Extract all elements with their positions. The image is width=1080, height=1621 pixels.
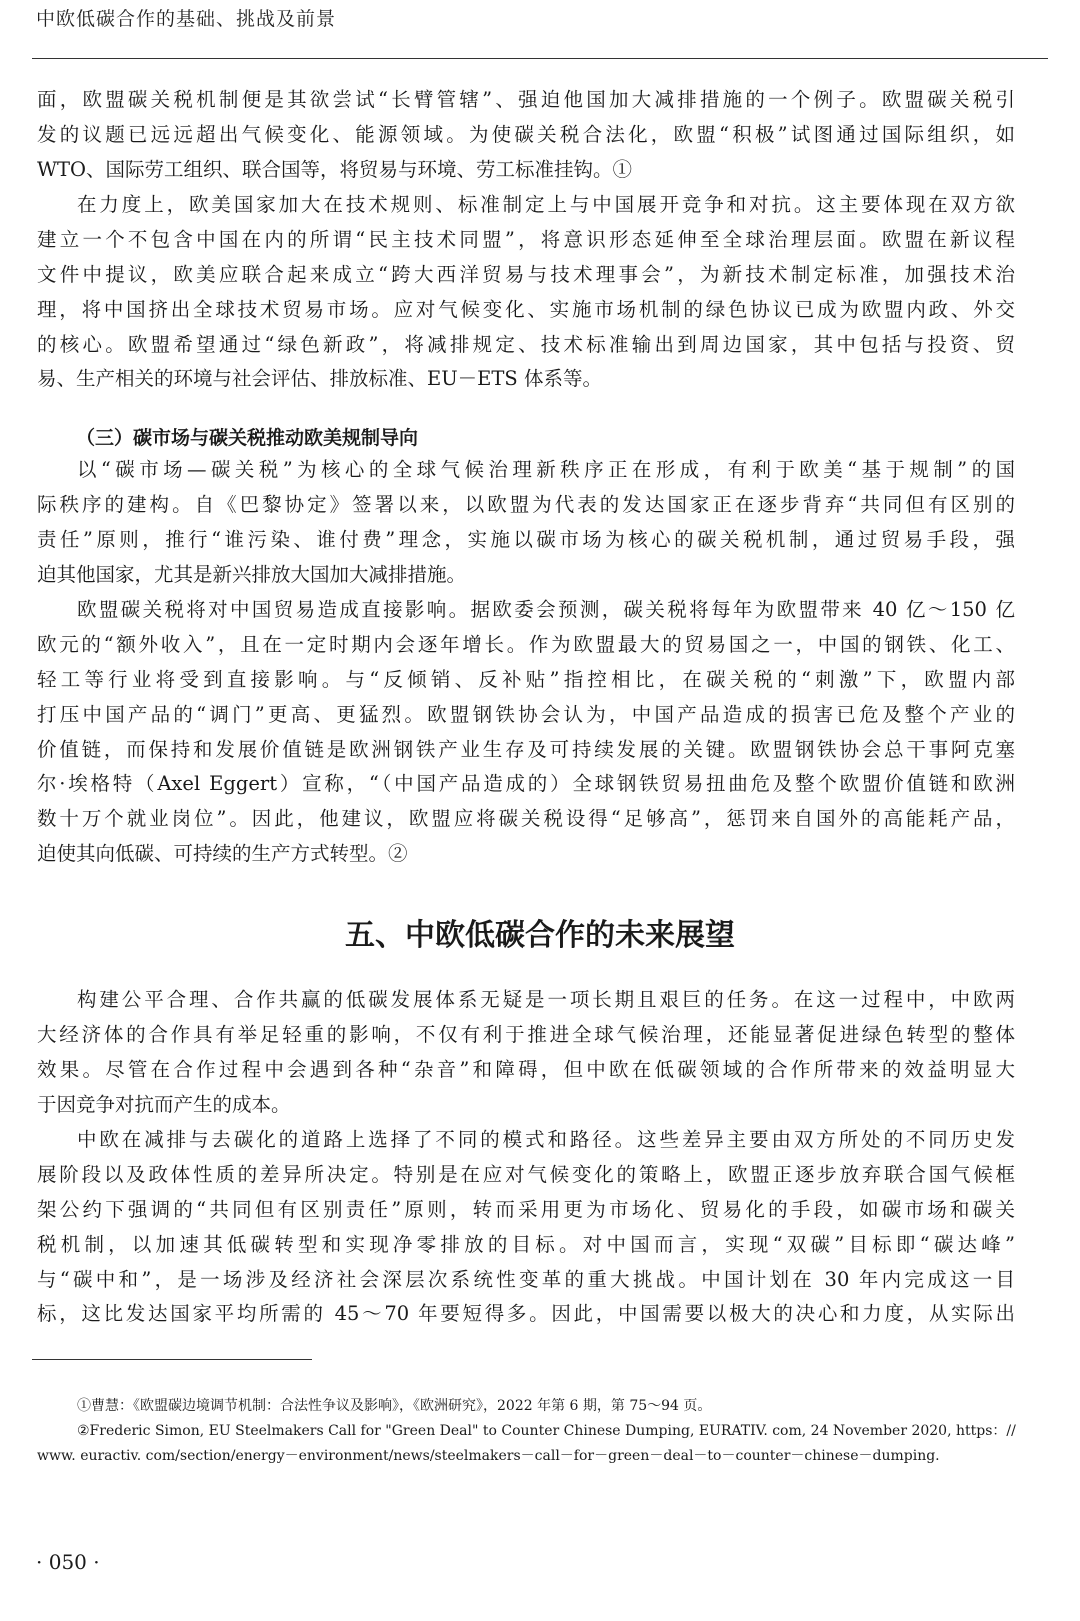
section-title: 五、中欧低碳合作的未来展望: [345, 918, 735, 953]
footnote-line: www. euractiv. com/section/energy－environment/news/steelmakers－call－for－green－deal－to－counter－chinese－dumping.: [37, 1448, 940, 1464]
text-line: 价值链，而保持和发展价值链是欧洲钢铁产业生存及可持续发展的关键。欧盟钢铁协会总干事阿克塞: [37, 737, 1015, 761]
text-line: 欧元的“额外收入”，且在一定时期内会逐年增长。作为欧盟最大的贸易国之一，中国的钢铁、化工、: [37, 632, 1015, 656]
text-line: 数十万个就业岗位”。因此，他建议，欧盟应将碳关税设得“足够高”，惩罚来自国外的高能耗产品，: [37, 807, 1015, 831]
text-line: 际秩序的建构。自《巴黎协定》签署以来，以欧盟为代表的发达国家正在逐步背弃“共同但有区别的: [37, 492, 1015, 516]
page-number: · 050 ·: [36, 1550, 100, 1574]
footnote-line: ①曹慧：《欧盟碳边境调节机制：合法性争议及影响》，《欧洲研究》，2022 年第 6 期，第 75～94 页。: [77, 1398, 712, 1414]
paragraph: [37, 453, 1015, 593]
header-rule: [32, 58, 1048, 59]
footnotes: [37, 1394, 1015, 1469]
text-line: 面，欧盟碳关税机制便是其欲尝试“长臂管辖”、强迫他国加大减排措施的一个例子。欧盟碳关税引: [37, 88, 1015, 111]
paragraph: [37, 593, 1015, 872]
text-line: 文件中提议，欧美应联合起来成立“跨大西洋贸易与技术理事会”，为新技术制定标准，加强技术治: [37, 262, 1015, 286]
text-line: 展阶段以及政体性质的差异所决定。特别是在应对气候变化的策略上，欧盟正逐步放弃联合国气候框: [37, 1162, 1015, 1186]
footnote-line: ②Frederic Simon, EU Steelmakers Call for "Green Deal" to Counter Chinese Dumping, EURATIV. com, 24 November 2020, https：//: [77, 1423, 1016, 1439]
text-line: 标，这比发达国家平均所需的 45～70 年要短得多。因此，中国需要以极大的决心和力度，从实际出: [37, 1302, 1015, 1326]
subsection-heading: （三）碳市场与碳关税推动欧美规制导向: [76, 427, 419, 449]
text-line: 易、生产相关的环境与社会评估、排放标准、EU－ETS 体系等。: [37, 367, 602, 391]
text-line: 理，将中国挤出全球技术贸易市场。应对气候变化、实施市场机制的绿色协议已成为欧盟内政、外交: [37, 297, 1015, 321]
text-line: 的核心。欧盟希望通过“绿色新政”，将减排规定、技术标准输出到周边国家，其中包括与投资、贸: [37, 332, 1015, 356]
text-line: 以“碳市场—碳关税”为核心的全球气候治理新秩序正在形成，有利于欧美“基于规制”的国: [77, 458, 1015, 481]
text-line: 中欧在减排与去碳化的道路上选择了不同的模式和路径。这些差异主要由双方所处的不同历史发: [77, 1128, 1015, 1151]
text-line: 与“碳中和”，是一场涉及经济社会深层次系统性变革的重大挑战。中国计划在 30 年内完成这一目: [37, 1267, 1015, 1291]
text-line: 效果。尽管在合作过程中会遇到各种“杂音”和障碍，但中欧在低碳领域的合作所带来的效益明显大: [37, 1057, 1015, 1081]
text-line: 发的议题已远远超出气候变化、能源领域。为使碳关税合法化，欧盟“积极”试图通过国际组织，如: [37, 122, 1015, 146]
text-line: 打压中国产品的“调门”更高、更猛烈。欧盟钢铁协会认为，中国产品造成的损害已危及整个产业的: [37, 702, 1015, 726]
paragraph: [37, 83, 1015, 188]
paragraph: [37, 188, 1015, 397]
text-line: 责任”原则，推行“谁污染、谁付费”理念，实施以碳市场为核心的碳关税机制，通过贸易手段，强: [37, 527, 1015, 551]
running-header: 中欧低碳合作的基础、挑战及前景: [36, 8, 337, 30]
text-line: WTO、国际劳工组织、联合国等，将贸易与环境、劳工标准挂钩。①: [37, 157, 633, 181]
text-line: 税机制，以加速其低碳转型和实现净零排放的目标。对中国而言，实现“双碳”目标即“碳达峰”: [37, 1232, 1015, 1256]
text-line: 构建公平合理、合作共赢的低碳发展体系无疑是一项长期且艰巨的任务。在这一过程中，中欧两: [77, 988, 1015, 1011]
text-line: 在力度上，欧美国家加大在技术规则、标准制定上与中国展开竞争和对抗。这主要体现在双方欲: [77, 193, 1015, 216]
text-line: 轻工等行业将受到直接影响。与“反倾销、反补贴”指控相比，在碳关税的“刺激”下，欧盟内部: [37, 667, 1015, 691]
paragraph: [37, 1123, 1015, 1332]
text-line: 迫其他国家，尤其是新兴排放大国加大减排措施。: [37, 562, 467, 586]
text-line: 迫使其向低碳、可持续的生产方式转型。②: [37, 842, 408, 866]
paragraph: [37, 983, 1015, 1123]
text-line: 大经济体的合作具有举足轻重的影响，不仅有利于推进全球气候治理，还能显著促进绿色转型的整体: [37, 1022, 1015, 1046]
text-line: 建立一个不包含中国在内的所谓“民主技术同盟”，将意识形态延伸至全球治理层面。欧盟在新议程: [37, 227, 1015, 251]
text-line: 尔·埃格特（Axel Eggert）宣称，“（中国产品造成的）全球钢铁贸易扭曲危及整个欧盟价值链和欧洲: [37, 772, 1015, 796]
text-line: 架公约下强调的“共同但有区别责任”原则，转而采用更为市场化、贸易化的手段，如碳市场和碳关: [37, 1197, 1015, 1221]
text-line: 于因竞争对抗而产生的成本。: [37, 1092, 291, 1116]
text-line: 欧盟碳关税将对中国贸易造成直接影响。据欧委会预测，碳关税将每年为欧盟带来 40 亿～150 亿: [77, 598, 1015, 621]
footnote-rule: [32, 1359, 312, 1360]
